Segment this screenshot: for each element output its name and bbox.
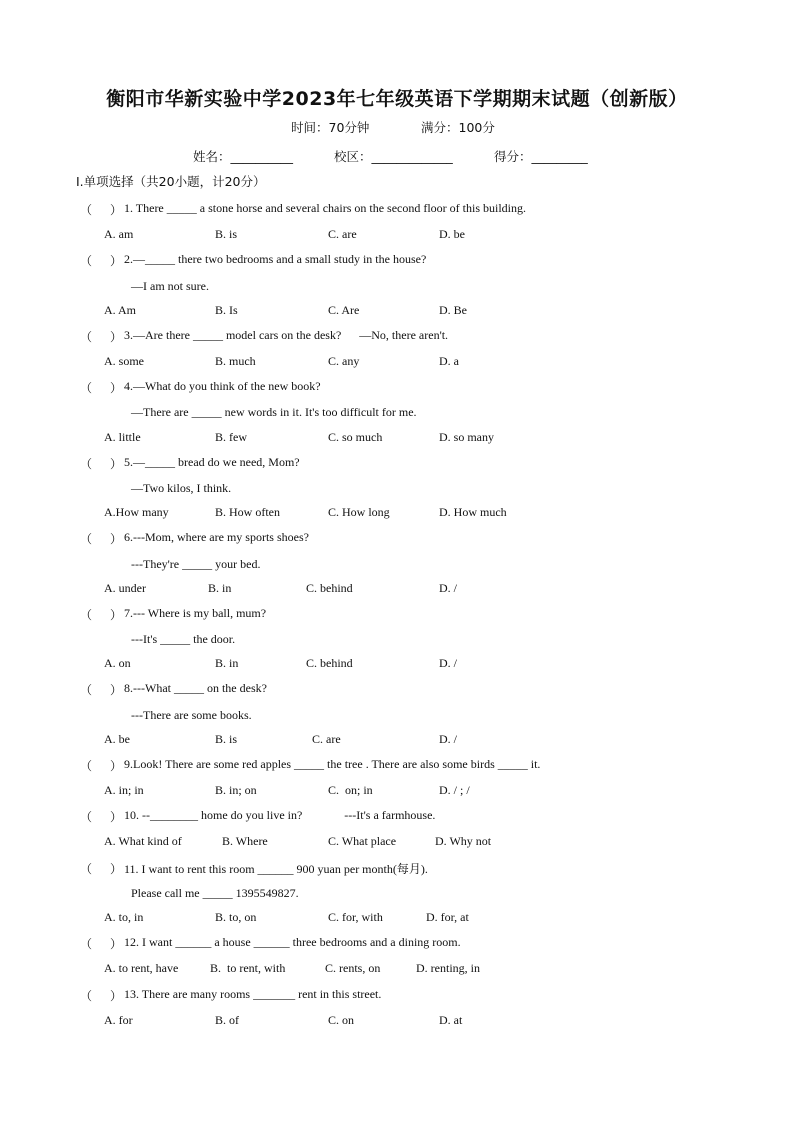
option-c: C. on; in: [328, 783, 373, 797]
option-c: C. for, with: [328, 910, 383, 924]
option-a: A. to rent, have: [104, 961, 179, 975]
option-b: B. Where: [222, 834, 268, 848]
question-text: 12. I want ______ a house ______ three bedrooms and a dining room.: [124, 935, 461, 949]
option-a: A. to, in: [104, 910, 144, 924]
option-d: D. a: [439, 354, 459, 368]
option-c: C. are: [312, 732, 341, 746]
answer-blank: （ ）: [80, 381, 123, 395]
option-d: D. Be: [439, 303, 467, 317]
option-d: D. for, at: [426, 910, 469, 924]
option-d: D. at: [439, 1013, 463, 1027]
question-continuation: —There are _____ new words in it. It's too difficult for me.: [131, 405, 417, 419]
option-d: D. How much: [439, 505, 507, 519]
option-b: B. Is: [215, 303, 238, 317]
answer-blank: （ ）: [80, 759, 123, 773]
option-c: C. behind: [306, 656, 353, 670]
option-b: B. to rent, with: [210, 961, 286, 975]
answer-blank: （ ）: [80, 532, 123, 546]
option-c: C. on: [328, 1013, 355, 1027]
answer-blank: （ ）: [80, 683, 123, 697]
question-continuation: ---There are some books.: [131, 708, 252, 722]
question-continuation: ---It's _____ the door.: [131, 632, 236, 646]
option-a: A. for: [104, 1013, 133, 1027]
question-text: 11. I want to rent this room ______ 900 yuan per month(每月).: [124, 862, 428, 876]
option-a: A. in; in: [104, 783, 144, 797]
question-text: 10. --________ home do you live in? ---It's a farmhouse.: [124, 808, 436, 822]
option-d: D. / ; /: [439, 783, 470, 797]
question-text: 1. There _____ a stone horse and several chairs on the second floor of this building.: [124, 201, 527, 215]
question-text: 5.—_____ bread do we need, Mom?: [124, 455, 300, 469]
option-d: D. so many: [439, 430, 494, 444]
question-continuation: Please call me _____ 1395549827.: [131, 886, 299, 900]
page-title: 衡阳市华新实验中学2023年七年级英语下学期期末试题（创新版）: [106, 88, 688, 110]
answer-blank: （ ）: [80, 457, 123, 471]
score-label: 满分：100分: [421, 120, 495, 135]
question-continuation: ---They're _____ your bed.: [131, 557, 261, 571]
option-c: C. Are: [328, 303, 360, 317]
option-c: C. What place: [328, 834, 397, 848]
question-text: 3.—Are there _____ model cars on the desk? —No, there aren't.: [124, 328, 449, 342]
option-b: B. of: [215, 1013, 239, 1027]
option-a: A. am: [104, 227, 134, 241]
answer-blank: （ ）: [80, 862, 123, 876]
question-text: 4.—What do you think of the new book?: [124, 379, 321, 393]
option-a: A. under: [104, 581, 146, 595]
option-d: D. /: [439, 732, 457, 746]
question-continuation: —Two kilos, I think.: [131, 481, 232, 495]
answer-blank: （ ）: [80, 608, 123, 622]
option-b: B. to, on: [215, 910, 257, 924]
option-a: A. Am: [104, 303, 137, 317]
option-b: B. in: [215, 656, 239, 670]
option-b: B. is: [215, 227, 238, 241]
option-c: C. behind: [306, 581, 353, 595]
option-a: A. be: [104, 732, 130, 746]
option-a: A. on: [104, 656, 131, 670]
time-label: 时间：70分钟: [291, 120, 370, 135]
section-title: I.单项选择（共20小题，计20分）: [76, 174, 266, 189]
answer-blank: （ ）: [80, 203, 123, 217]
option-a: A.How many: [104, 505, 169, 519]
answer-blank: （ ）: [80, 989, 123, 1003]
option-a: A. What kind of: [104, 834, 182, 848]
question-text: 9.Look! There are some red apples _____ the tree . There are also some birds _____ it.: [124, 757, 541, 771]
question-text: 6.---Mom, where are my sports shoes?: [124, 530, 309, 544]
option-b: B. much: [215, 354, 256, 368]
question-text: 7.--- Where is my ball, mum?: [124, 606, 267, 620]
option-d: D. /: [439, 581, 457, 595]
option-d: D. renting, in: [416, 961, 480, 975]
answer-blank: （ ）: [80, 254, 123, 268]
option-b: B. in: [208, 581, 232, 595]
option-b: B. few: [215, 430, 247, 444]
grade-field: 得分：_________: [494, 149, 588, 164]
option-c: C. are: [328, 227, 357, 241]
option-b: B. in; on: [215, 783, 257, 797]
option-c: C. any: [328, 354, 360, 368]
option-c: C. rents, on: [325, 961, 381, 975]
option-d: D. be: [439, 227, 465, 241]
question-text: 2.—_____ there two bedrooms and a small study in the house?: [124, 252, 427, 266]
answer-blank: （ ）: [80, 810, 123, 824]
question-continuation: —I am not sure.: [131, 279, 209, 293]
campus-field: 校区：_____________: [334, 149, 453, 164]
option-a: A. little: [104, 430, 141, 444]
answer-blank: （ ）: [80, 937, 123, 951]
option-d: D. /: [439, 656, 457, 670]
option-c: C. How long: [328, 505, 390, 519]
option-c: C. so much: [328, 430, 383, 444]
option-d: D. Why not: [435, 834, 492, 848]
answer-blank: （ ）: [80, 330, 123, 344]
option-b: B. is: [215, 732, 238, 746]
option-b: B. How often: [215, 505, 280, 519]
name-field: 姓名：__________: [193, 149, 294, 164]
question-text: 13. There are many rooms _______ rent in this street.: [124, 987, 382, 1001]
question-text: 8.---What _____ on the desk?: [124, 681, 267, 695]
option-a: A. some: [104, 354, 144, 368]
